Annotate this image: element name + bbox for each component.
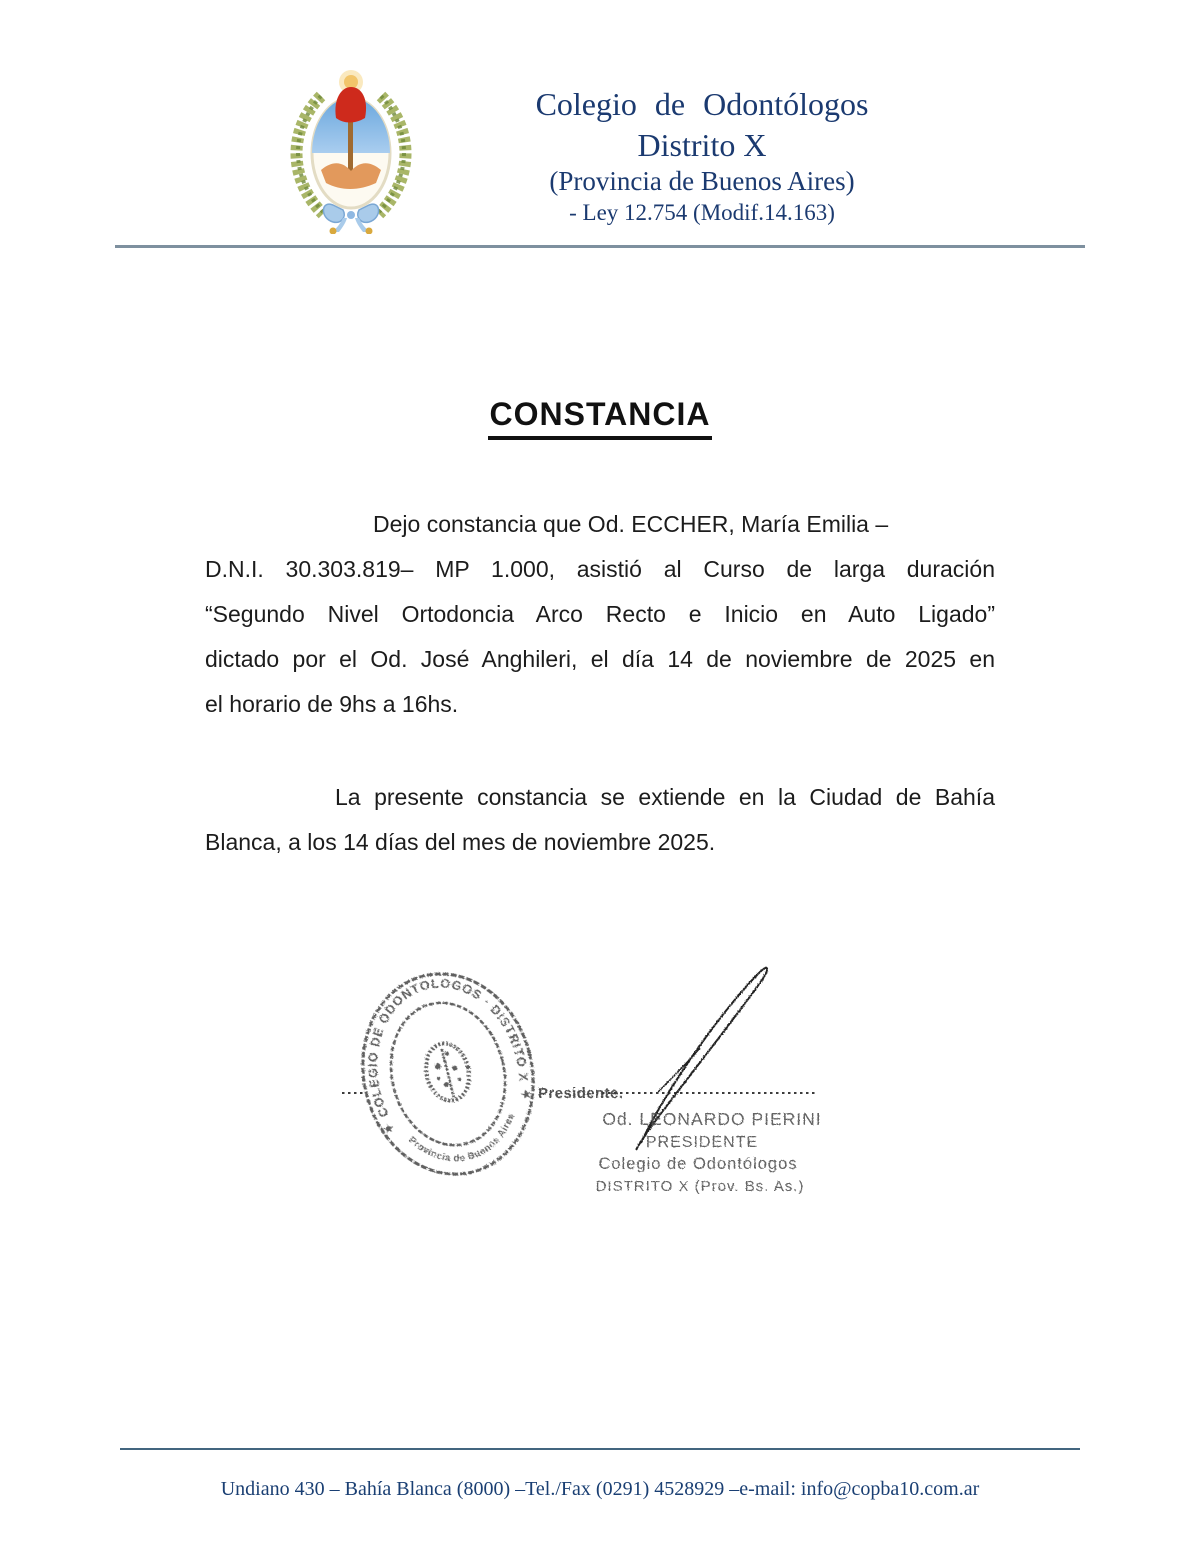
round-stamp-icon [342, 956, 554, 1193]
footer-divider [120, 1448, 1080, 1450]
org-name-line2: Distrito X [637, 127, 767, 163]
header-divider [115, 245, 1085, 248]
paragraph1-line1: Dejo constancia que Od. ECCHER, María Emilia – [373, 511, 889, 537]
president-signature-label: Presidente. [538, 1085, 624, 1102]
stamp-ring-text-top: COLEGIO DE ODONTOLOGOS · DISTRITO X [365, 976, 531, 1120]
paragraph1-line2: D.N.I. 30.303.819– MP 1.000, asistió al Curso de larga duración [205, 556, 995, 582]
signer-role: PRESIDENTE [645, 1134, 759, 1151]
stamp-star-left-icon: ★ [380, 1119, 396, 1138]
paragraph2-line2: Blanca, a los 14 días del mes de noviembre 2025. [205, 829, 716, 855]
title-row [0, 396, 1200, 440]
stamp-text-block [596, 1109, 822, 1195]
phrygian-cap [335, 87, 366, 123]
document-title: CONSTANCIA [488, 396, 713, 440]
footer-contact-line: Undiano 430 – Bahía Blanca (8000) –Tel./Fax (0291) 4528929 –e-mail: info@copba10.com.ar [220, 1478, 980, 1500]
signer-district: DISTRITO X (Prov. Bs. As.) [595, 1178, 805, 1195]
signer-org: Colegio de Odontólogos [598, 1155, 798, 1173]
paragraph1-line4: dictado por el Od. José Anghileri, el día 14 de noviembre de 2025 en [205, 646, 995, 672]
signature-and-stamp-area [340, 952, 860, 1222]
org-law-reference: - Ley 12.754 (Modif.14.163) [569, 200, 835, 225]
org-name-line1: Colegio de Odontólogos [535, 86, 869, 122]
stamp-star-right-icon: ★ [518, 1085, 534, 1103]
stamp-ring-text-bottom: Provincia de Buenos Aires [406, 1111, 518, 1165]
argentine-coat-of-arms-icon [281, 60, 421, 234]
signer-name: Od. LEONARDO PIERINI [602, 1109, 822, 1129]
org-subtitle: (Provincia de Buenos Aires) [549, 166, 855, 196]
paragraph1-line3: “Segundo Nivel Ortodoncia Arco Recto e Inicio en Auto Ligado” [205, 601, 995, 627]
paragraph2-line1: La presente constancia se extiende en la Ciudad de Bahía [335, 784, 995, 810]
body-paragraph-1 [205, 502, 995, 727]
paragraph1-line5: el horario de 9hs a 16hs. [205, 691, 459, 717]
stamp-center-emblem [420, 1039, 475, 1105]
letterhead-text [402, 84, 1002, 228]
pike-pole [348, 115, 353, 177]
body-paragraph-2 [205, 775, 995, 865]
